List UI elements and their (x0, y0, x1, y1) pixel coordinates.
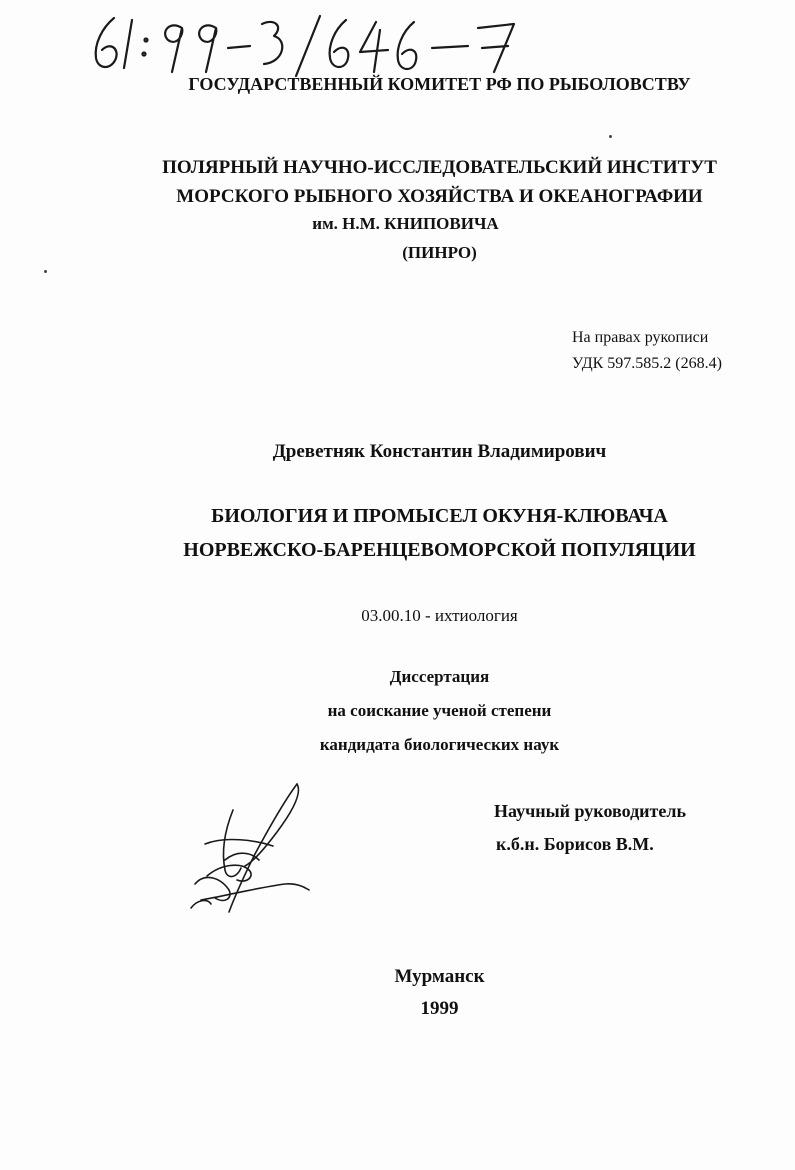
specialty-code: 03.00.10 - ихтиология (361, 606, 518, 625)
thesis-title-line1: БИОЛОГИЯ И ПРОМЫСЕЛ ОКУНЯ-КЛЮВАЧА (211, 505, 668, 527)
supervisor-name: к.б.н. Борисов В.М. (496, 834, 654, 854)
institute-abbreviation: (ПИНРО) (402, 243, 477, 262)
institute-name-line1: ПОЛЯРНЫЙ НАУЧНО-ИССЛЕДОВАТЕЛЬСКИЙ ИНСТИТУТ (162, 157, 717, 178)
scan-speck (44, 270, 47, 273)
scan-speck (609, 135, 612, 138)
thesis-title-line2: НОРВЕЖСКО-БАРЕНЦЕВОМОРСКОЙ ПОПУЛЯЦИИ (183, 539, 696, 561)
institute-name-line3: им. Н.М. КНИПОВИЧА (312, 214, 499, 233)
institute-name-line2: МОРСКОГО РЫБНОГО ХОЗЯЙСТВА И ОКЕАНОГРАФИИ (176, 186, 703, 207)
ministry-heading: ГОСУДАРСТВЕННЫЙ КОМИТЕТ РФ ПО РЫБОЛОВСТВУ (188, 74, 691, 94)
supervisor-label: Научный руководитель (494, 801, 686, 821)
year: 1999 (420, 998, 459, 1019)
degree-purpose-line: на соискание ученой степени (327, 701, 552, 720)
author-signature (185, 780, 325, 920)
udc-code: УДК 597.585.2 (268.4) (572, 355, 722, 372)
handwritten-archive-number (84, 10, 524, 80)
degree-name-line: кандидата биологических наук (319, 735, 560, 754)
dissertation-label: Диссертация (389, 667, 490, 686)
city: Мурманск (394, 966, 485, 987)
author-name: Древетняк Константин Владимирович (272, 441, 607, 462)
manuscript-rights-note: На правах рукописи (572, 329, 709, 346)
